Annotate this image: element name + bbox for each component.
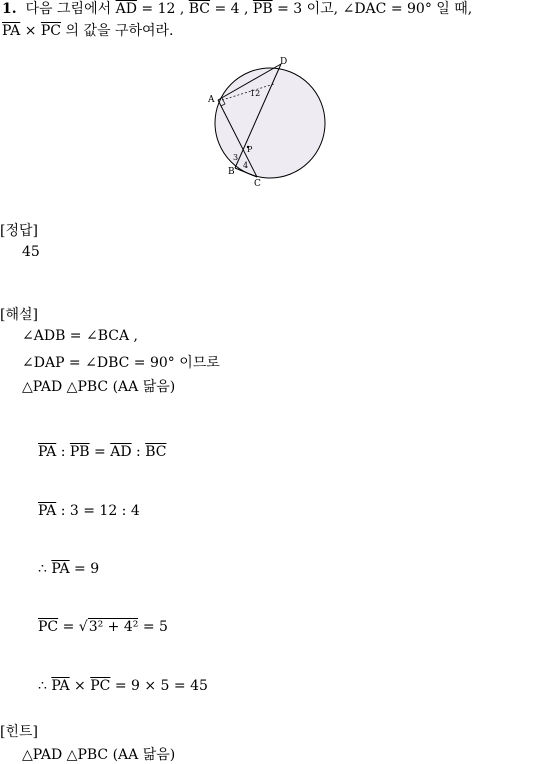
problem-line-1 — [2, 0, 472, 18]
segment-bc: $\overline{BC}$ — [188, 1, 211, 17]
ratio-colon-2: : — [131, 444, 146, 460]
segment-ad: $\overline{AD}$ — [115, 1, 137, 17]
ratio-equals: = — [89, 444, 111, 460]
step-4 — [38, 619, 168, 635]
step-3 — [38, 561, 99, 577]
label-c: C — [254, 179, 261, 189]
times-sign: × — [24, 23, 37, 39]
angle-condition: ∠DAC = 90° 일 때, — [342, 1, 473, 17]
ratio-bc: $\overline{BC}$ — [145, 444, 167, 460]
circle-figure — [204, 56, 334, 190]
step4-equals: = — [58, 619, 79, 635]
radicand: 3² + 4² — [88, 619, 139, 635]
step-5 — [38, 678, 208, 694]
segment-bc-value: = 4 , — [214, 1, 249, 17]
step5-times: × — [69, 678, 91, 694]
solution-line-1: ∠ADB = ∠BCA , — [22, 328, 138, 344]
segment-pa: $\overline{PA}$ — [2, 23, 21, 39]
answer-value: 45 — [22, 244, 40, 260]
problem-number: 1. — [2, 1, 17, 17]
step5-therefore: ∴ — [38, 678, 52, 694]
step3-therefore: ∴ — [38, 561, 52, 577]
solution-heading: [해설] — [0, 307, 38, 323]
segment-pb: $\overline{PB}$ — [252, 1, 273, 17]
solution-line-3: △PAD △PBC (AA 닮음) — [22, 379, 176, 395]
segment-pb-value: = 3 이고, — [277, 1, 339, 17]
problem-tail: 의 값을 구하여라. — [65, 23, 174, 39]
label-p: P — [247, 145, 253, 154]
label-4: 4 — [243, 161, 249, 170]
step-2 — [38, 503, 140, 519]
step3-rest: = 9 — [69, 561, 100, 577]
answer-heading: [정답] — [0, 223, 38, 239]
square-root: √3² + 4² — [78, 619, 139, 635]
solution-line-2: ∠DAP = ∠DBC = 90° 이므로 — [22, 355, 220, 371]
circle — [215, 68, 325, 178]
label-a: A — [208, 95, 215, 105]
step2-pa: $\overline{PA}$ — [38, 503, 57, 519]
step5-pa: $\overline{PA}$ — [51, 678, 70, 694]
ratio-ad: $\overline{AD}$ — [110, 444, 132, 460]
segment-ad-value: = 12 , — [141, 1, 185, 17]
segment-pc: $\overline{PC}$ — [40, 23, 62, 39]
ratio-pb: $\overline{PB}$ — [69, 444, 90, 460]
step4-rest: = 5 — [138, 619, 168, 635]
step5-pc: $\overline{PC}$ — [90, 678, 111, 694]
hint-line: △PAD △PBC (AA 닮음) — [22, 747, 176, 763]
label-3: 3 — [233, 153, 239, 162]
hint-heading: [힌트] — [0, 724, 38, 740]
ratio-colon-1: : — [56, 444, 70, 460]
step4-pc: $\overline{PC}$ — [38, 619, 59, 635]
step5-rest: = 9 × 5 = 45 — [110, 678, 208, 694]
step2-rest: : 3 = 12 : 4 — [56, 503, 140, 519]
problem-line-2 — [2, 22, 174, 40]
label-d: D — [280, 57, 288, 67]
label-b: B — [228, 167, 235, 177]
ratio-equation — [38, 444, 166, 460]
step3-pa: $\overline{PA}$ — [51, 561, 70, 577]
label-12: 12 — [250, 89, 261, 98]
problem-text-a: 다음 그림에서 — [25, 1, 112, 17]
ratio-pa: $\overline{PA}$ — [38, 444, 57, 460]
